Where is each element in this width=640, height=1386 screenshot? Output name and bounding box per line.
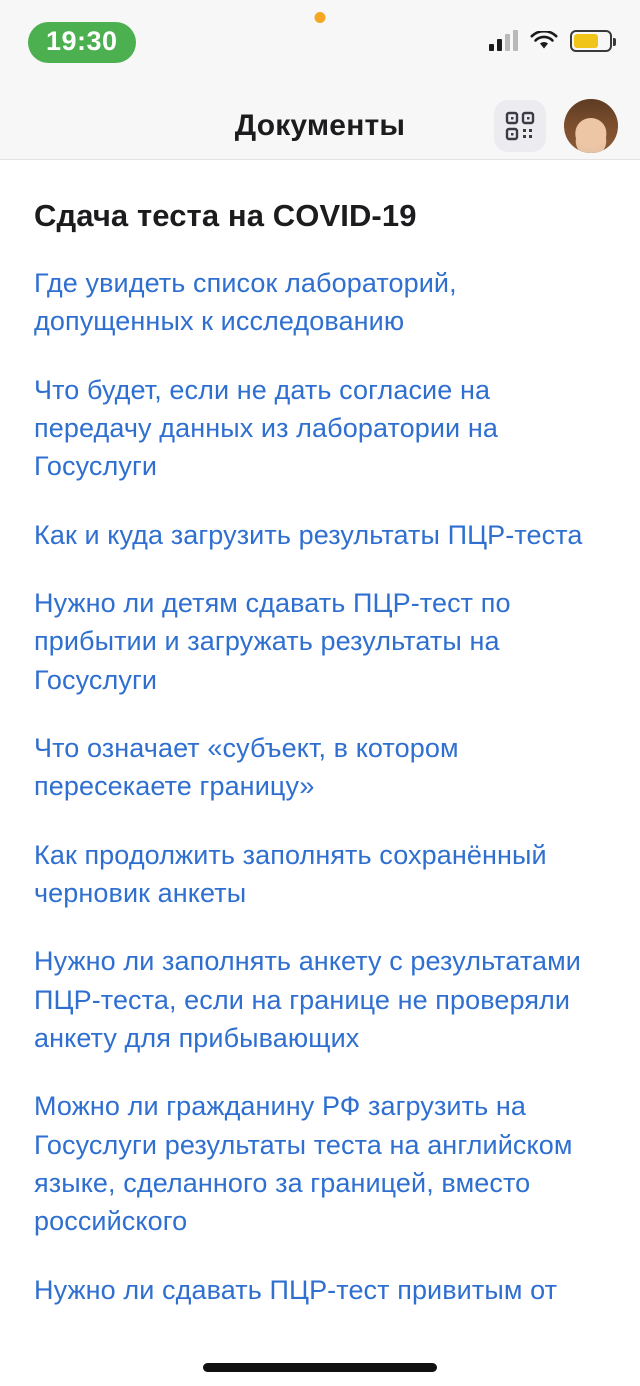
battery-icon (570, 30, 612, 52)
nav-actions (494, 99, 618, 153)
status-bar (0, 0, 640, 92)
faq-link[interactable]: Нужно ли заполнять анкету с результатами ПЦР-теста, если на границе не проверяли анкету для прибывающих (34, 946, 581, 1053)
qr-code-icon (505, 111, 535, 141)
navigation-bar (0, 92, 640, 160)
faq-link[interactable]: Как и куда загрузить результаты ПЦР-теста (34, 519, 583, 550)
qr-code-button[interactable] (494, 100, 546, 152)
orange-status-dot (315, 12, 326, 23)
avatar[interactable] (564, 99, 618, 153)
status-bar-indicators (489, 22, 612, 52)
cellular-signal-icon (489, 31, 518, 51)
section-title: Сдача теста на COVID-19 (34, 198, 417, 233)
faq-link[interactable]: Можно ли гражданину РФ загрузить на Госуслуги результаты теста на английском языке, сделанного за границей, вместо российского (34, 1091, 573, 1237)
faq-list (34, 264, 606, 1309)
faq-link[interactable]: Что означает «субъект, в котором пересекаете границу» (34, 732, 459, 802)
faq-link[interactable]: Что будет, если не дать согласие на передачу данных из лаборатории на Госуслуги (34, 374, 498, 482)
home-indicator (203, 1363, 437, 1372)
avatar-face (575, 118, 606, 148)
status-bar-clock: 19:30 (28, 22, 136, 63)
faq-content (0, 160, 640, 1386)
faq-link[interactable]: Как продолжить заполнять сохранённый черновик анкеты (34, 839, 547, 908)
page-title: Документы (234, 108, 406, 142)
faq-link[interactable]: Нужно ли сдавать ПЦР-тест привитым от (34, 1274, 558, 1305)
faq-link[interactable]: Нужно ли детям сдавать ПЦР-тест по прибытии и загружать результаты на Госуслуги (34, 587, 511, 695)
faq-link[interactable]: Где увидеть список лабораторий, допущенных к исследованию (34, 268, 457, 337)
wifi-icon (530, 31, 558, 51)
